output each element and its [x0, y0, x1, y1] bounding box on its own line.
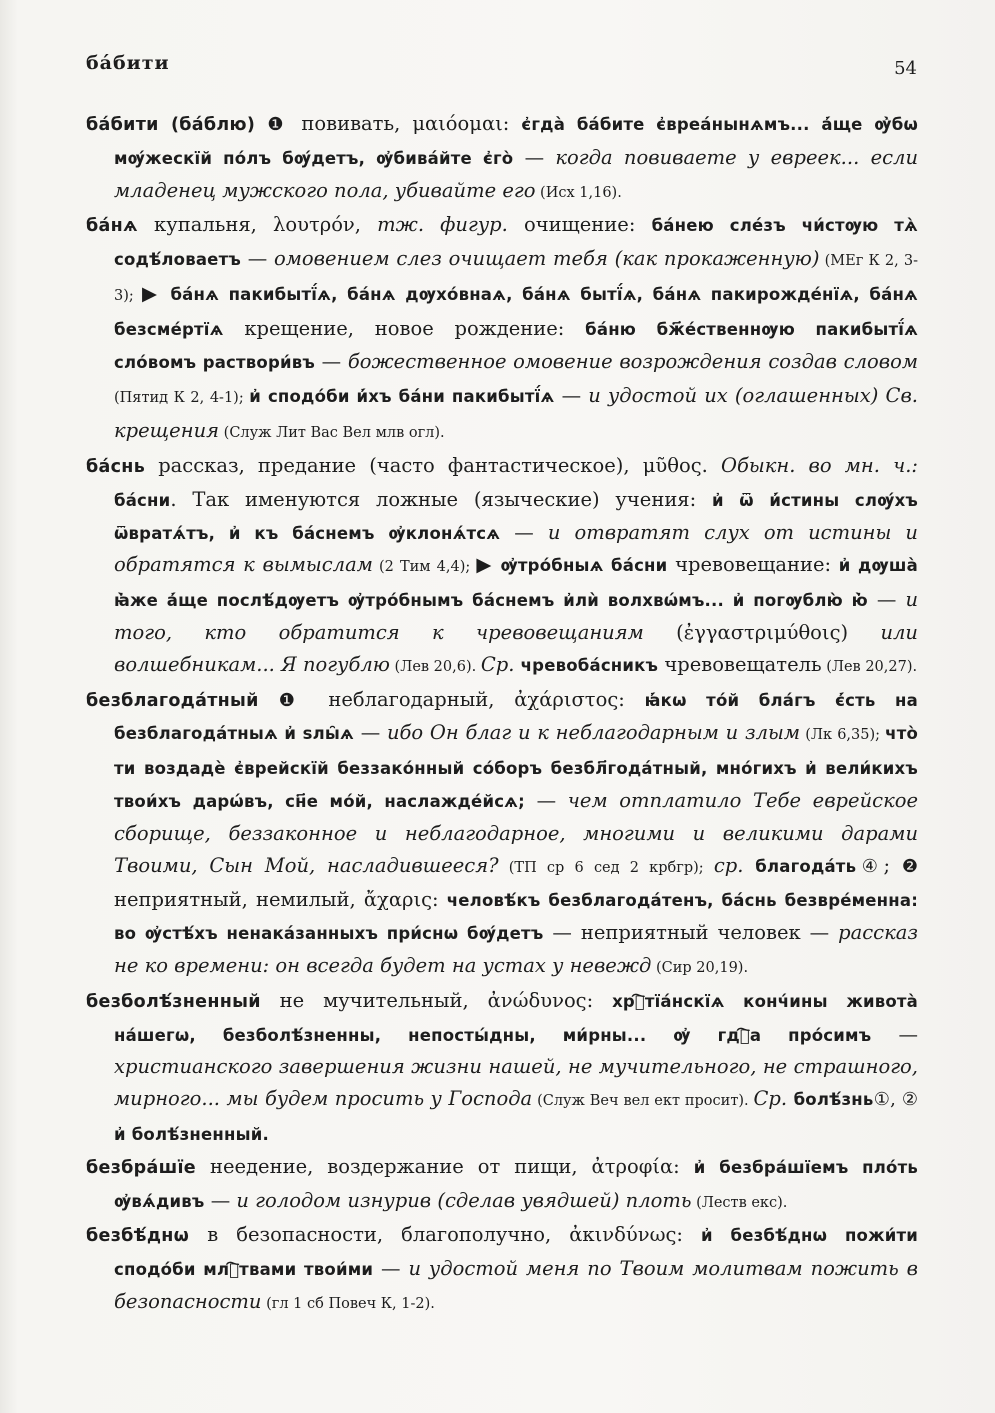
source-reference: (Служ Веч вел ект просит). [532, 1093, 754, 1110]
italic-translation: омовением слез очищает тебя (как прокаженную) [273, 247, 820, 271]
italic-translation: Ср. [753, 1087, 788, 1111]
source-reference: (ТП ср 6 сед 2 крбгр); [498, 859, 714, 876]
definition-text: — [500, 520, 548, 544]
italic-translation: и голодом изнурив (сделав увядшей) плоть [236, 1188, 692, 1212]
italic-translation: и удостой меня по Твоим молитвам пожить в безопасности [114, 1257, 918, 1313]
definition-text: — [353, 721, 387, 745]
sense-marker: ❶ [278, 689, 309, 711]
definition-text: неблагодарный, ἀχάριστος: [308, 687, 645, 711]
definition-text: неедение, воздержание от пищи, ἀτροφία: [195, 1154, 694, 1178]
definition-text: — [240, 247, 274, 271]
definition-text: ▶ [142, 281, 171, 305]
italic-translation: Обыкн. во мн. ч.: [720, 453, 918, 477]
definition-text: — [314, 349, 348, 373]
dictionary-entry [86, 1219, 918, 1320]
italic-translation: рассказ не ко времени: он всегда будет на устах у невежд [114, 921, 919, 977]
church-slavonic-text: и҆ безбра́шїемъ пло́ть ѹ҆вѧ́дивъ [114, 1157, 918, 1211]
source-reference: (Исх 1,16). [535, 184, 622, 201]
dictionary-entry [86, 209, 918, 450]
church-slavonic-text: ꙗ҆́кѡ то́й бла́гъ є҆́сть на безблагодáтныѧ и҆ ѕлы̑ѧ [114, 690, 918, 744]
church-slavonic-text: хрⷭ҇тїа́нскїѧ конч́ины живота̀ на́шегѡ, безболѣ́зненны, непосты́дны, ми́рны... ѹ҆ гдⷭ҇а про́симъ [114, 991, 918, 1045]
church-slavonic-text: чревобáсникъ [520, 655, 659, 675]
church-slavonic-text: бáнѧ пакибытї́ѧ, бáнѧ дѹхо́внаѧ, бáнѧ бытї́ѧ, бáнѧ пакирожде́нїѧ, бáнѧ безсме́ртїѧ [114, 284, 918, 339]
definition-text: — [204, 1188, 237, 1212]
church-slavonic-text: и҆ безбѣ́днѡ пожи́ти сподо́би млⷭ҇твами твои́ми [114, 1226, 918, 1280]
definition-text: крещение, новое рождение: [223, 316, 586, 340]
italic-translation: христианского завершения жизни нашей, не мучительного, не страшного, мирного... мы будем просить у Господа [114, 1055, 918, 1111]
source-reference: (Сир 20,19). [651, 959, 749, 976]
definition-text: ▶ [476, 553, 501, 577]
italic-translation: и удостой их (оглашенных) Св. крещения [114, 384, 918, 443]
running-head: бáбити [86, 52, 170, 74]
headword: бáнѧ [86, 216, 138, 237]
definition-text: рассказ, предание (часто фантастическое), μῦθος. [145, 453, 721, 477]
source-reference: (Служ Лит Вас Вел млв огл). [219, 425, 445, 442]
church-slavonic-text: ѹ҆тро́бныѧ бáсни [500, 556, 668, 576]
church-slavonic-text: бáнею слéзъ чи́стѹю тѧ̀ содѣ́ловаетъ [114, 216, 918, 270]
dictionary-entry [86, 450, 918, 684]
dictionary-entry [86, 108, 918, 209]
definition-text: не мучительный, ἀνώδυνος: [260, 988, 613, 1012]
source-reference: (МЕг К 2, 3-3); [114, 253, 918, 304]
headword: безбра́шїе [86, 1157, 196, 1178]
italic-translation: божественное омовение возрождения создав словом [347, 349, 918, 373]
sense-marker: ❷ [901, 855, 919, 877]
sense-marker: ①, ② [873, 1089, 918, 1111]
church-slavonic-text: что̀ ти воздадѐ є҆врейскїй беззако́нный со́боръ безбл҃годáтный, мно́гихъ и҆ вели́кихъ твои́хъ дарѡ́въ, сн҃е мо́й, наслажде́йсѧ; [114, 724, 918, 811]
dictionary-entry [86, 1151, 918, 1220]
source-reference: (Пятид К 2, 4-1); [114, 390, 250, 407]
church-slavonic-text: и҆ ѿ и҆́стины слѹ́хъ ѿвратѧ́тъ, и҆ къ бáснемъ ѹ҆клонѧ́тсѧ [114, 490, 919, 543]
definition-text: — [513, 145, 556, 169]
definition-text: — [554, 384, 589, 408]
definition-text: чревовещатель [658, 652, 822, 676]
headword: безблагодáтный [86, 690, 279, 711]
source-reference: (Лев 20,27). [821, 658, 918, 675]
church-slavonic-text: болѣ́знь [793, 1090, 874, 1110]
italic-translation: или волшебникам... Я погублю [114, 620, 918, 676]
headword: безбѣ́днѡ [86, 1226, 190, 1247]
dictionary-entries [86, 108, 918, 1321]
definition-text: — [867, 588, 906, 612]
headword: безболѣ́зненный [86, 991, 261, 1012]
definition-text: купальня, λουτρόν, [137, 213, 378, 237]
italic-translation: и отвратят слух от истины и обратятся к вымыслам [114, 520, 918, 577]
definition-text: ; [883, 853, 902, 877]
definition-text: — [871, 1022, 919, 1046]
headword: бáбити (бáблю) [86, 115, 268, 135]
italic-translation: тж. фигур. [377, 213, 508, 237]
italic-translation: ср. [713, 853, 744, 877]
church-slavonic-text: и҆ сподо́би и҆́хъ бáни пакибытї́ѧ [249, 387, 555, 407]
definition-text: в безопасности, благополучно, ἀκινδύνως: [189, 1223, 701, 1247]
source-reference: (гл 1 сб Повеч К, 1-2). [261, 1295, 435, 1312]
definition-text [743, 854, 755, 877]
church-slavonic-text: бáню бж҃е́ственнѹю пакибытї́ѧ сло́вомъ раствори́въ [114, 319, 918, 372]
definition-text: — [524, 788, 568, 812]
italic-translation: Ср. [480, 652, 515, 676]
sense-marker: ④ [856, 855, 884, 877]
italic-translation: ибо Он благ и к неблагодарным и злым [386, 721, 801, 745]
church-slavonic-text: и҆ болѣ́зненный. [114, 1124, 269, 1144]
definition-text: . Так именуются ложные (языческие) учения: [170, 487, 712, 511]
definition-text: повивать, μαιόομαι: [289, 112, 522, 135]
church-slavonic-text: благодáть [755, 856, 857, 876]
church-slavonic-text: человѣ́къ безблагодáтенъ, бáснь безвре́менна: во ѹ҆стѣ́хъ ненакáзанныхъ при́снѡ бѹ́детъ [114, 891, 919, 944]
definition-text: — [373, 1257, 409, 1281]
source-reference: (2 Тим 4,4); [372, 559, 477, 576]
source-reference: (Лк 6,35); [800, 727, 886, 744]
church-slavonic-text: є҆гдà бáбите є҆вреáнынѧмъ... а҆́ще ѹ҆̀бѡ мѹ́жескїй по́лъ бѹ́детъ, ѹ҆бивáйте є҆го̀ [114, 115, 918, 168]
definition-text: чревовещание: [667, 553, 839, 577]
sense-marker: ❶ [267, 114, 290, 135]
headword: бáснь [86, 456, 146, 477]
dictionary-entry [86, 684, 918, 985]
church-slavonic-text: и҆ дѹшà ꙗ҆̀же а҆́ще послѣ́дѹетъ ѹ҆тро́бнымъ бáснемъ и҆лѝ волхвѡ́мъ... и҆ погѹблю̀ ю҆̀ [114, 556, 918, 611]
definition-text: очищение: [507, 213, 652, 237]
dictionary-entry [86, 985, 918, 1151]
church-slavonic-text: бáсни [114, 490, 171, 510]
italic-translation: и того, кто обратится к чревовещаниям [114, 588, 918, 644]
definition-text: (ἐγγαστριμύθοις) [643, 620, 881, 644]
source-reference: (Лев 20,6). [389, 658, 481, 675]
page-number: 54 [894, 58, 917, 79]
italic-translation: чем отплатило Тебе еврейское сборище, беззаконное и неблагодарное, многими и великими дарами Твоими, Сын Мой, насладившееся? [114, 788, 918, 877]
source-reference: (Леств екс). [691, 1194, 788, 1211]
definition-text: неприятный, немилый, ἄχαρις: [114, 888, 447, 912]
definition-text: — неприятный человек — [543, 921, 839, 945]
italic-translation: когда повиваете у евреек... если младенец мужского пола, убивайте его [114, 145, 918, 202]
